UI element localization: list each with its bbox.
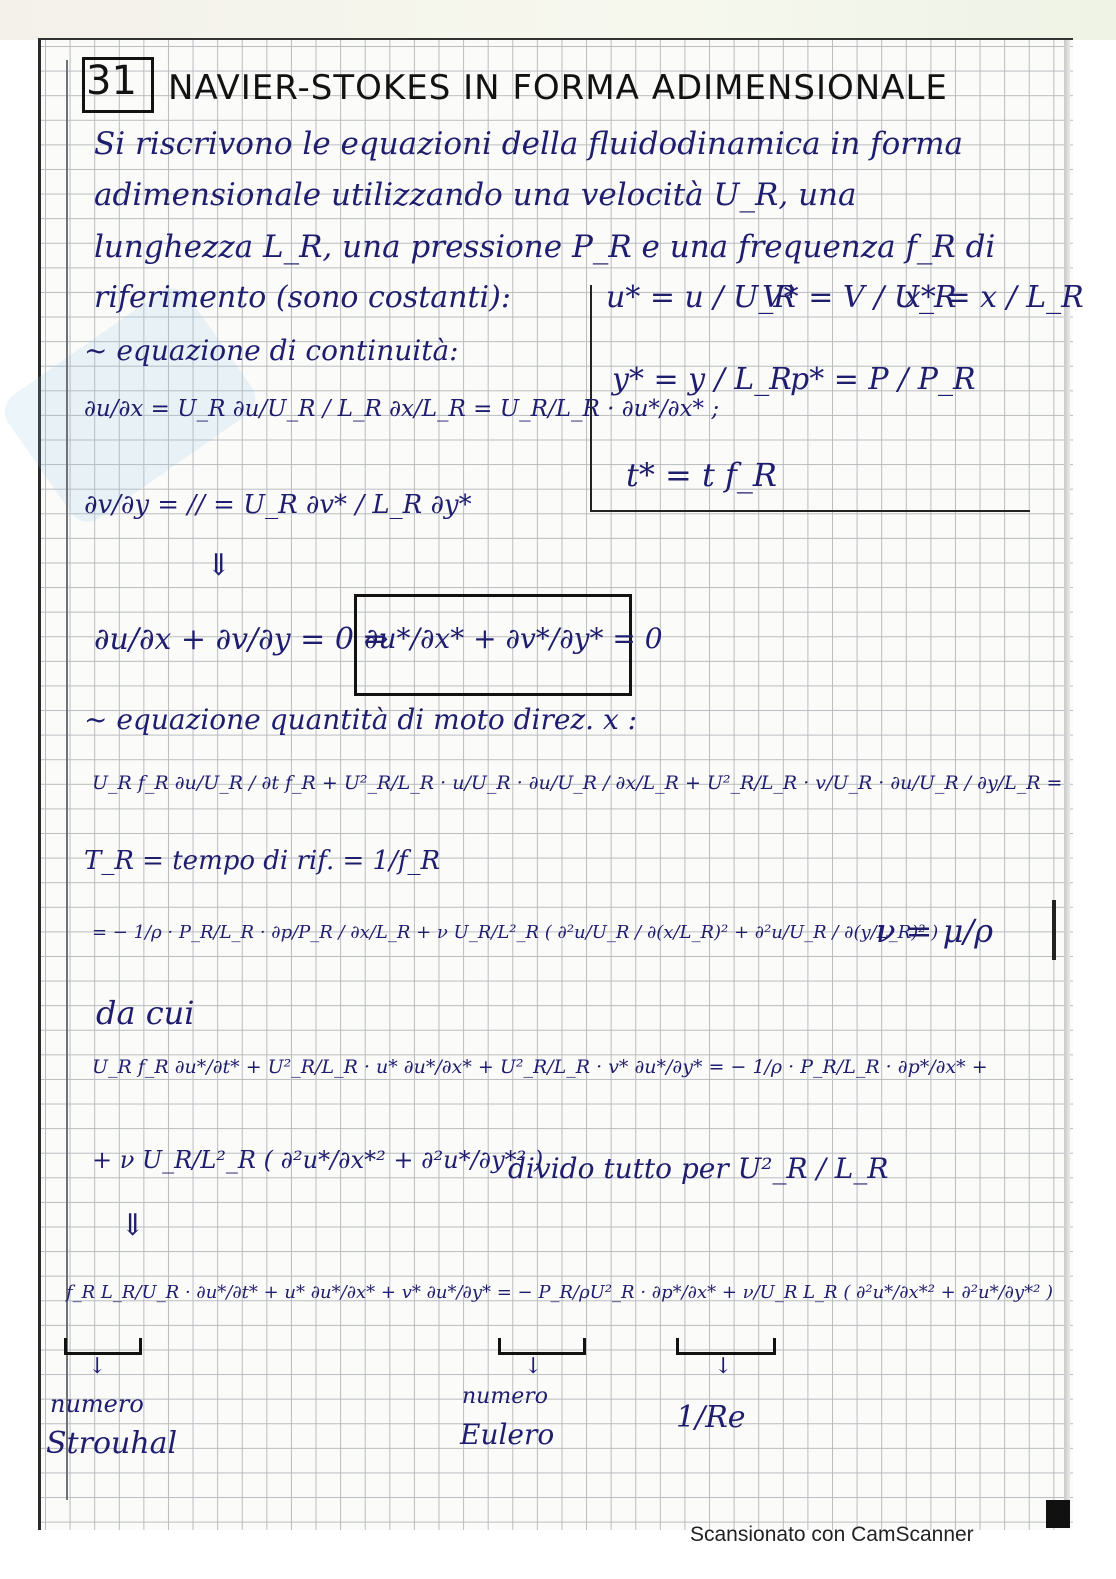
down-arrow-icon: ↓ bbox=[524, 1354, 543, 1379]
scanner-footer: Scansionato con CamScanner bbox=[690, 1523, 974, 1546]
corner-mark bbox=[1046, 1500, 1070, 1528]
down-arrow-icon: ⇓ bbox=[120, 1208, 146, 1243]
def-x-star: x* = x / L_R bbox=[904, 280, 1084, 315]
down-arrow-icon: ⇓ bbox=[206, 548, 232, 583]
momentum-eq-1: U_R f_R ∂u/U_R / ∂t f_R + U²_R/L_R · u/U_R · ∂u/U_R / ∂x/L_R + U²_R/L_R · v/U_R · ∂u/U_R / ∂y/L_R = bbox=[92, 772, 1063, 794]
down-arrow-icon: ↓ bbox=[88, 1354, 107, 1379]
momentum-eq-3: U_R f_R ∂u*/∂t* + U²_R/L_R · u* ∂u*/∂x* + U²_R/L_R · v* ∂u*/∂y* = − 1/ρ · P_R/L_R · ∂p*/∂x* + bbox=[92, 1056, 988, 1078]
continuity-eq-2: ∂v/∂y = // = U_R ∂v* / L_R ∂y* bbox=[84, 490, 472, 520]
intro-line-2: adimensionale utilizzando una velocità U_R, una bbox=[94, 177, 857, 213]
momentum-heading: ~ equazione quantità di moto direz. x : bbox=[84, 703, 638, 736]
divide-note: divido tutto per U²_R / L_R bbox=[508, 1152, 889, 1185]
intro-line-3: lunghezza L_R, una pressione P_R e una frequenza f_R di bbox=[94, 229, 996, 265]
page-right-edge bbox=[1064, 40, 1070, 1528]
continuity-heading: ~ equazione di continuità: bbox=[84, 334, 459, 367]
bracket-mark bbox=[1052, 900, 1066, 960]
def-p-star: p* = P / P_R bbox=[790, 362, 976, 397]
tr-definition: T_R = tempo di rif. = 1/f_R bbox=[84, 846, 441, 876]
continuity-eq-3: ∂u/∂x + ∂v/∂y = 0 ⇒ bbox=[94, 622, 389, 657]
scan-top-tint bbox=[0, 0, 1116, 40]
strouhal-label-1: numero bbox=[50, 1390, 144, 1418]
euler-brace bbox=[498, 1338, 586, 1355]
def-y-star: y* = y / L_R bbox=[612, 362, 792, 397]
strouhal-label-2: Strouhal bbox=[46, 1426, 178, 1461]
definitions-divider-horizontal bbox=[590, 510, 1030, 512]
da-cui-label: da cui bbox=[96, 994, 195, 1032]
momentum-eq-4: + ν U_R/L²_R ( ∂²u*/∂x*² + ∂²u*/∂y*² ) bbox=[92, 1146, 544, 1174]
momentum-eq-final: f_R L_R/U_R · ∂u*/∂t* + u* ∂u*/∂x* + v* ∂u*/∂y* = − P_R/ρU²_R · ∂p*/∂x* + ν/U_R L_R ( ∂²u*/∂x*² + ∂²u*/∂y*² ) bbox=[66, 1282, 1054, 1303]
def-t-star: t* = t f_R bbox=[626, 456, 777, 494]
def-v-star: V* = V / U_R bbox=[762, 280, 957, 315]
page-title: NAVIER-STOKES IN FORMA ADIMENSIONALE bbox=[168, 68, 948, 108]
continuity-result: ∂u*/∂x* + ∂v*/∂y* = 0 bbox=[364, 622, 663, 655]
nu-definition: ν = μ/ρ bbox=[876, 912, 993, 950]
intro-line-4: riferimento (sono costanti): bbox=[94, 280, 511, 315]
reynolds-label: 1/Re bbox=[676, 1400, 746, 1435]
def-u-star: u* = u / U_R bbox=[606, 280, 796, 315]
strouhal-brace bbox=[64, 1338, 142, 1355]
continuity-eq-1: ∂u/∂x = U_R ∂u/U_R / L_R ∂x/L_R = U_R/L_R · ∂u*/∂x* ; bbox=[84, 396, 720, 422]
euler-label-2: Eulero bbox=[460, 1418, 555, 1451]
momentum-eq-2: = − 1/ρ · P_R/L_R · ∂p/P_R / ∂x/L_R + ν U_R/L²_R ( ∂²u/U_R / ∂(x/L_R)² + ∂²u/U_R / ∂(y/L_R)² ) bbox=[92, 922, 939, 943]
down-arrow-icon: ↓ bbox=[714, 1354, 733, 1379]
intro-line-1: Si riscrivono le equazioni della fluidodinamica in forma bbox=[94, 126, 963, 162]
note-number: 31 bbox=[86, 58, 137, 104]
reynolds-brace bbox=[676, 1338, 776, 1355]
euler-label-1: numero bbox=[462, 1384, 548, 1409]
